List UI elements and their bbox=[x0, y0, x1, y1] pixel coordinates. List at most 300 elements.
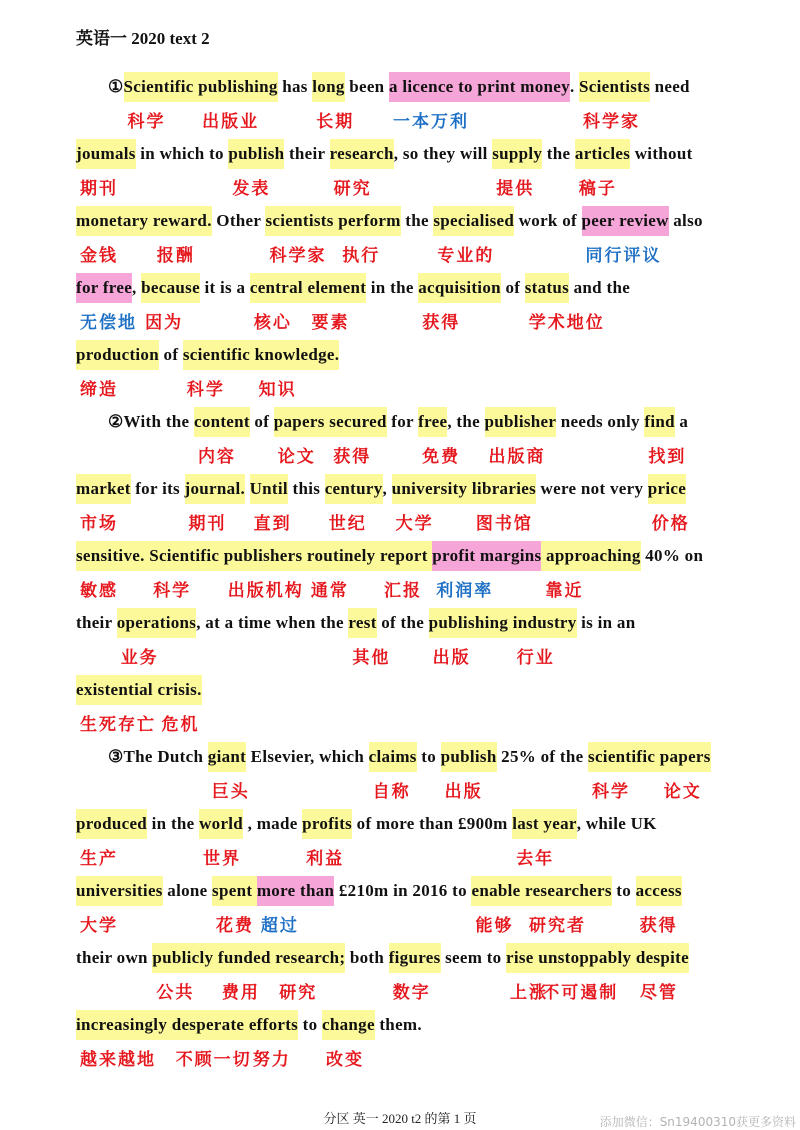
chinese-gloss: 获得 bbox=[422, 313, 461, 333]
english-text: scientific bbox=[588, 747, 660, 766]
yellow-highlighted-phrase bbox=[212, 876, 257, 936]
yellow-highlighted-phrase bbox=[635, 943, 689, 1003]
yellow-highlighted-phrase bbox=[541, 541, 641, 601]
chinese-gloss: 利润率 bbox=[436, 581, 494, 601]
yellow-highlighted-phrase bbox=[506, 943, 549, 1003]
yellow-highlighted-phrase bbox=[265, 206, 339, 266]
english-line bbox=[76, 273, 776, 333]
english-line bbox=[76, 809, 776, 869]
text-line bbox=[76, 943, 776, 1010]
english-text: both bbox=[345, 948, 389, 967]
chinese-gloss: 通常 bbox=[310, 581, 349, 601]
english-text: ②With the bbox=[108, 412, 194, 431]
text-run bbox=[447, 407, 484, 437]
english-text: research; bbox=[275, 948, 346, 967]
yellow-highlighted-phrase bbox=[249, 474, 292, 534]
text-run bbox=[569, 273, 630, 303]
english-text: ③The Dutch bbox=[108, 747, 208, 766]
chinese-gloss: 金钱 bbox=[80, 246, 118, 266]
english-text: more than bbox=[256, 881, 335, 900]
text-run bbox=[288, 474, 325, 504]
chinese-gloss: 不顾一切 bbox=[175, 1050, 252, 1070]
english-text: were not very bbox=[535, 479, 648, 498]
english-text: journal. bbox=[184, 479, 246, 498]
chinese-gloss: 科学 bbox=[592, 782, 631, 802]
chinese-gloss: 获得 bbox=[333, 447, 372, 467]
english-text: Scientists bbox=[579, 77, 651, 96]
chinese-gloss: 市场 bbox=[80, 514, 118, 534]
chinese-gloss: 汇报 bbox=[383, 581, 422, 601]
text-run bbox=[556, 407, 644, 437]
text-run bbox=[675, 407, 688, 437]
chinese-gloss: 论文 bbox=[277, 447, 316, 467]
english-text: universities bbox=[76, 881, 163, 900]
english-text: supply bbox=[492, 144, 543, 163]
chinese-gloss: 核心 bbox=[253, 313, 292, 333]
yellow-highlighted-phrase bbox=[207, 742, 250, 802]
chinese-gloss: 世界 bbox=[203, 849, 242, 869]
yellow-highlighted-phrase bbox=[321, 1010, 375, 1070]
yellow-highlighted-phrase bbox=[273, 407, 330, 467]
chinese-gloss: 科学家 bbox=[583, 112, 641, 132]
yellow-highlighted-phrase bbox=[484, 407, 557, 467]
english-text: report bbox=[379, 546, 433, 565]
english-text: because bbox=[141, 278, 200, 297]
text-run bbox=[375, 1010, 422, 1040]
text-run bbox=[366, 273, 418, 303]
chinese-gloss: 学术地位 bbox=[528, 313, 605, 333]
english-text: for bbox=[386, 412, 419, 431]
english-text: of the bbox=[376, 613, 429, 632]
english-text: , made bbox=[243, 814, 303, 833]
yellow-highlighted-phrase bbox=[388, 943, 441, 1003]
chinese-gloss: 期刊 bbox=[80, 179, 118, 199]
english-text: for its bbox=[130, 479, 185, 498]
yellow-highlighted-phrase bbox=[184, 474, 246, 534]
english-text: secured bbox=[329, 412, 387, 431]
chinese-gloss: 敏感 bbox=[80, 581, 118, 601]
text-run bbox=[108, 742, 208, 772]
text-run bbox=[163, 876, 212, 906]
yellow-highlighted-phrase bbox=[76, 1010, 172, 1070]
english-line bbox=[76, 943, 776, 1003]
text-run bbox=[497, 742, 588, 772]
chinese-gloss: 发表 bbox=[232, 179, 271, 199]
yellow-highlighted-phrase bbox=[471, 876, 526, 936]
english-text: need bbox=[650, 77, 690, 96]
english-text: it is a bbox=[199, 278, 250, 297]
english-text: perform bbox=[338, 211, 401, 230]
english-line bbox=[76, 541, 776, 601]
chinese-gloss: 专业的 bbox=[437, 246, 495, 266]
text-line bbox=[76, 72, 776, 139]
english-text: funded bbox=[217, 948, 276, 967]
yellow-highlighted-phrase bbox=[76, 206, 153, 266]
english-text: desperate bbox=[171, 1015, 249, 1034]
english-text: scientists bbox=[265, 211, 339, 230]
chinese-gloss: 免费 bbox=[422, 447, 461, 467]
text-line bbox=[76, 340, 776, 407]
english-text: a licence to print money bbox=[388, 77, 570, 96]
yellow-highlighted-phrase bbox=[512, 608, 577, 668]
english-text: libraries bbox=[471, 479, 536, 498]
yellow-highlighted-phrase bbox=[440, 742, 497, 802]
english-text: increasingly bbox=[76, 1015, 172, 1034]
english-text: industry bbox=[512, 613, 577, 632]
english-text: a bbox=[674, 412, 689, 431]
chinese-gloss: 利益 bbox=[306, 849, 345, 869]
english-text: acquisition bbox=[418, 278, 501, 297]
yellow-highlighted-phrase bbox=[76, 139, 136, 199]
yellow-highlighted-phrase bbox=[76, 541, 150, 601]
english-text: in the bbox=[366, 278, 419, 297]
text-line bbox=[76, 139, 776, 206]
english-text: alone bbox=[162, 881, 213, 900]
english-text: to bbox=[298, 1015, 322, 1034]
english-text: production bbox=[76, 345, 159, 364]
english-text: publishers bbox=[223, 546, 307, 565]
english-text: their bbox=[284, 144, 330, 163]
english-text: price bbox=[647, 479, 687, 498]
text-run bbox=[159, 340, 183, 370]
text-line bbox=[76, 876, 776, 943]
english-text: Other bbox=[211, 211, 266, 230]
english-text: reward. bbox=[152, 211, 212, 230]
english-text: publish bbox=[440, 747, 497, 766]
chinese-gloss: 去年 bbox=[516, 849, 555, 869]
pink-highlighted-phrase bbox=[256, 876, 335, 936]
chinese-gloss: 内容 bbox=[197, 447, 236, 467]
yellow-highlighted-phrase bbox=[223, 541, 307, 601]
english-text: needs only bbox=[556, 412, 645, 431]
english-text: century bbox=[324, 479, 383, 498]
text-line bbox=[76, 474, 776, 541]
english-text: sensitive. bbox=[76, 546, 150, 565]
english-text: spent bbox=[212, 881, 257, 900]
text-run bbox=[612, 876, 636, 906]
yellow-highlighted-phrase bbox=[348, 608, 391, 668]
english-text: in which to bbox=[135, 144, 229, 163]
english-line bbox=[76, 742, 776, 802]
english-text: rest bbox=[348, 613, 377, 632]
english-text: world bbox=[199, 814, 244, 833]
chinese-gloss: 靠近 bbox=[545, 581, 584, 601]
english-text: approaching bbox=[541, 546, 641, 565]
chinese-gloss: 期刊 bbox=[188, 514, 227, 534]
english-line bbox=[76, 876, 776, 936]
text-line bbox=[76, 608, 776, 675]
chinese-gloss: 出版 bbox=[444, 782, 483, 802]
yellow-highlighted-phrase bbox=[302, 809, 353, 869]
text-run bbox=[334, 876, 471, 906]
chinese-gloss: 不可遏制 bbox=[542, 983, 619, 1003]
english-text: for free bbox=[76, 278, 133, 297]
english-text: long bbox=[312, 77, 345, 96]
yellow-highlighted-phrase bbox=[248, 1010, 299, 1070]
yellow-highlighted-phrase bbox=[312, 72, 355, 132]
english-text: , the bbox=[447, 412, 485, 431]
english-text: profit margins bbox=[432, 546, 542, 565]
english-text: giant bbox=[207, 747, 247, 766]
yellow-highlighted-phrase bbox=[152, 943, 218, 1003]
chinese-gloss: 大学 bbox=[395, 514, 434, 534]
english-text: and the bbox=[569, 278, 631, 297]
english-text: peer review bbox=[581, 211, 669, 230]
text-run bbox=[577, 809, 657, 839]
pink-highlighted-phrase bbox=[388, 72, 570, 132]
chinese-gloss: 缔造 bbox=[80, 380, 118, 400]
annotated-passage bbox=[76, 72, 776, 1077]
watermark-text: 添加微信：Sn19400310获更多资料 bbox=[599, 1115, 796, 1129]
english-text: Scientific bbox=[123, 77, 199, 96]
yellow-highlighted-phrase bbox=[418, 407, 461, 467]
english-text: unstoppably bbox=[538, 948, 636, 967]
text-run bbox=[542, 139, 575, 169]
text-run bbox=[394, 139, 492, 169]
chinese-gloss: 长期 bbox=[316, 112, 355, 132]
english-text: figures bbox=[388, 948, 441, 967]
chinese-gloss: 因为 bbox=[145, 313, 184, 333]
text-run bbox=[650, 72, 690, 102]
english-text: of bbox=[159, 345, 183, 364]
english-line bbox=[76, 474, 776, 534]
english-text: content bbox=[193, 412, 250, 431]
english-text: without bbox=[630, 144, 693, 163]
english-text: rise bbox=[506, 948, 539, 967]
chinese-gloss: 危机 bbox=[161, 715, 200, 735]
yellow-highlighted-phrase bbox=[249, 273, 308, 333]
english-text: joumals bbox=[76, 144, 136, 163]
english-text: central bbox=[249, 278, 308, 297]
text-line bbox=[76, 407, 776, 474]
english-text: produced bbox=[76, 814, 148, 833]
chinese-gloss: 直到 bbox=[253, 514, 292, 534]
yellow-highlighted-phrase bbox=[338, 206, 401, 266]
yellow-highlighted-phrase bbox=[525, 876, 612, 936]
text-run bbox=[669, 206, 703, 236]
yellow-highlighted-phrase bbox=[228, 139, 285, 199]
english-text: publish bbox=[228, 144, 285, 163]
pink-highlighted-phrase bbox=[581, 206, 669, 266]
yellow-highlighted-phrase bbox=[157, 675, 202, 735]
text-line bbox=[76, 541, 776, 608]
english-text: , at a time when the bbox=[196, 613, 349, 632]
english-text: . bbox=[569, 77, 580, 96]
english-text: knowledge. bbox=[254, 345, 340, 364]
english-text: £210m in 2016 to bbox=[334, 881, 472, 900]
chinese-gloss: 科学家 bbox=[269, 246, 327, 266]
english-text: claims bbox=[368, 747, 417, 766]
yellow-highlighted-phrase bbox=[635, 876, 682, 936]
english-text: crisis. bbox=[157, 680, 202, 699]
yellow-highlighted-phrase bbox=[141, 273, 200, 333]
yellow-highlighted-phrase bbox=[379, 541, 433, 601]
chinese-gloss: 无偿地 bbox=[80, 313, 137, 333]
english-text: free bbox=[418, 412, 448, 431]
english-text: existential bbox=[76, 680, 158, 699]
text-run bbox=[387, 407, 418, 437]
yellow-highlighted-phrase bbox=[116, 608, 197, 668]
english-text: this bbox=[287, 479, 325, 498]
text-run bbox=[577, 608, 636, 638]
english-text: research bbox=[329, 144, 394, 163]
yellow-highlighted-phrase bbox=[659, 742, 711, 802]
english-text: work of bbox=[514, 211, 582, 230]
yellow-highlighted-phrase bbox=[492, 139, 543, 199]
english-text: seem to bbox=[440, 948, 507, 967]
english-text: publishing bbox=[428, 613, 513, 632]
text-run bbox=[417, 742, 441, 772]
english-text: of bbox=[249, 412, 274, 431]
chinese-gloss: 巨头 bbox=[211, 782, 250, 802]
english-text: researchers bbox=[525, 881, 612, 900]
chinese-gloss: 一本万利 bbox=[392, 112, 469, 132]
text-line bbox=[76, 742, 776, 809]
english-text: Scientific bbox=[149, 546, 224, 565]
english-text: university bbox=[391, 479, 472, 498]
yellow-highlighted-phrase bbox=[76, 340, 159, 400]
chinese-gloss: 生死存亡 bbox=[80, 715, 156, 735]
chinese-gloss: 出版 bbox=[432, 648, 471, 668]
text-run bbox=[132, 273, 141, 303]
yellow-highlighted-phrase bbox=[182, 340, 255, 400]
chinese-gloss: 能够 bbox=[475, 916, 514, 936]
chinese-gloss: 努力 bbox=[252, 1050, 291, 1070]
yellow-highlighted-phrase bbox=[152, 206, 212, 266]
text-run bbox=[501, 273, 525, 303]
english-line bbox=[76, 72, 776, 132]
english-text: despite bbox=[635, 948, 689, 967]
english-text: market bbox=[76, 479, 131, 498]
chinese-gloss: 出版机构 bbox=[227, 581, 304, 601]
english-text: operations bbox=[116, 613, 197, 632]
text-run bbox=[108, 72, 124, 102]
english-line bbox=[76, 340, 776, 400]
text-run bbox=[570, 72, 579, 102]
chinese-gloss: 大学 bbox=[80, 916, 118, 936]
text-line bbox=[76, 809, 776, 876]
yellow-highlighted-phrase bbox=[76, 809, 148, 869]
text-run bbox=[284, 139, 329, 169]
english-text: to bbox=[416, 747, 441, 766]
text-run bbox=[352, 809, 512, 839]
chinese-gloss: 尽管 bbox=[639, 983, 678, 1003]
chinese-gloss: 出版商 bbox=[488, 447, 546, 467]
yellow-highlighted-phrase bbox=[418, 273, 501, 333]
chinese-gloss: 业务 bbox=[120, 648, 159, 668]
text-run bbox=[278, 72, 313, 102]
yellow-highlighted-phrase bbox=[428, 608, 513, 668]
chinese-gloss: 科学 bbox=[127, 112, 166, 132]
english-text: publisher bbox=[484, 412, 557, 431]
english-text: papers bbox=[273, 412, 330, 431]
chinese-gloss: 生产 bbox=[80, 849, 118, 869]
yellow-highlighted-phrase bbox=[647, 474, 690, 534]
yellow-highlighted-phrase bbox=[574, 139, 631, 199]
yellow-highlighted-phrase bbox=[307, 273, 367, 333]
text-run bbox=[136, 139, 229, 169]
english-text: the bbox=[400, 211, 434, 230]
text-run bbox=[108, 407, 194, 437]
chinese-gloss: 其他 bbox=[352, 648, 391, 668]
chinese-gloss: 数字 bbox=[392, 983, 431, 1003]
english-line bbox=[76, 206, 776, 266]
text-run bbox=[76, 943, 152, 973]
chinese-gloss: 费用 bbox=[221, 983, 260, 1003]
text-run bbox=[298, 1010, 322, 1040]
english-text: profits bbox=[302, 814, 353, 833]
text-run bbox=[196, 608, 348, 638]
text-line bbox=[76, 675, 776, 742]
english-text: last year bbox=[512, 814, 577, 833]
yellow-highlighted-phrase bbox=[512, 809, 577, 869]
yellow-highlighted-phrase bbox=[306, 541, 380, 601]
yellow-highlighted-phrase bbox=[329, 407, 387, 467]
english-text: enable bbox=[471, 881, 526, 900]
chinese-gloss: 研究者 bbox=[529, 916, 587, 936]
text-run bbox=[401, 206, 434, 236]
english-text: specialised bbox=[433, 211, 515, 230]
english-text: their bbox=[76, 613, 117, 632]
text-run bbox=[514, 206, 581, 236]
chinese-gloss: 研究 bbox=[333, 179, 372, 199]
yellow-highlighted-phrase bbox=[76, 675, 158, 735]
english-text: , so they will bbox=[393, 144, 493, 163]
english-text: Until bbox=[249, 479, 288, 498]
yellow-highlighted-phrase bbox=[538, 943, 636, 1003]
yellow-highlighted-phrase bbox=[368, 742, 417, 802]
text-run bbox=[377, 608, 429, 638]
yellow-highlighted-phrase bbox=[149, 541, 224, 601]
english-text: in the bbox=[147, 814, 200, 833]
chinese-gloss: 出版业 bbox=[202, 112, 260, 132]
pink-highlighted-phrase bbox=[432, 541, 542, 601]
english-text: element bbox=[307, 278, 367, 297]
text-line bbox=[76, 1010, 776, 1077]
english-text: ① bbox=[108, 77, 124, 96]
text-run bbox=[536, 474, 648, 504]
english-text: publishing bbox=[198, 77, 278, 96]
english-text: their own bbox=[76, 948, 153, 967]
chinese-gloss: 改变 bbox=[325, 1050, 364, 1070]
yellow-highlighted-phrase bbox=[76, 474, 131, 534]
chinese-gloss: 图书馆 bbox=[475, 514, 533, 534]
chinese-gloss: 报酬 bbox=[156, 246, 195, 266]
chinese-gloss: 自称 bbox=[372, 782, 411, 802]
english-text: articles bbox=[574, 144, 631, 163]
english-line bbox=[76, 675, 776, 735]
english-text: the bbox=[542, 144, 575, 163]
english-text: access bbox=[635, 881, 682, 900]
yellow-highlighted-phrase bbox=[471, 474, 536, 534]
yellow-highlighted-phrase bbox=[433, 206, 515, 266]
yellow-highlighted-phrase bbox=[254, 340, 340, 400]
text-run bbox=[246, 742, 369, 772]
chinese-gloss: 稿子 bbox=[578, 179, 617, 199]
english-text: , bbox=[382, 479, 392, 498]
chinese-gloss: 提供 bbox=[496, 179, 535, 199]
english-text: to bbox=[611, 881, 636, 900]
chinese-gloss: 行业 bbox=[516, 648, 555, 668]
yellow-highlighted-phrase bbox=[579, 72, 651, 132]
english-text: efforts bbox=[248, 1015, 299, 1034]
yellow-highlighted-phrase bbox=[644, 407, 687, 467]
chinese-gloss: 科学 bbox=[153, 581, 192, 601]
chinese-gloss: 花费 bbox=[216, 916, 255, 936]
chinese-gloss: 知识 bbox=[258, 380, 297, 400]
yellow-highlighted-phrase bbox=[588, 742, 660, 802]
text-run bbox=[250, 407, 274, 437]
